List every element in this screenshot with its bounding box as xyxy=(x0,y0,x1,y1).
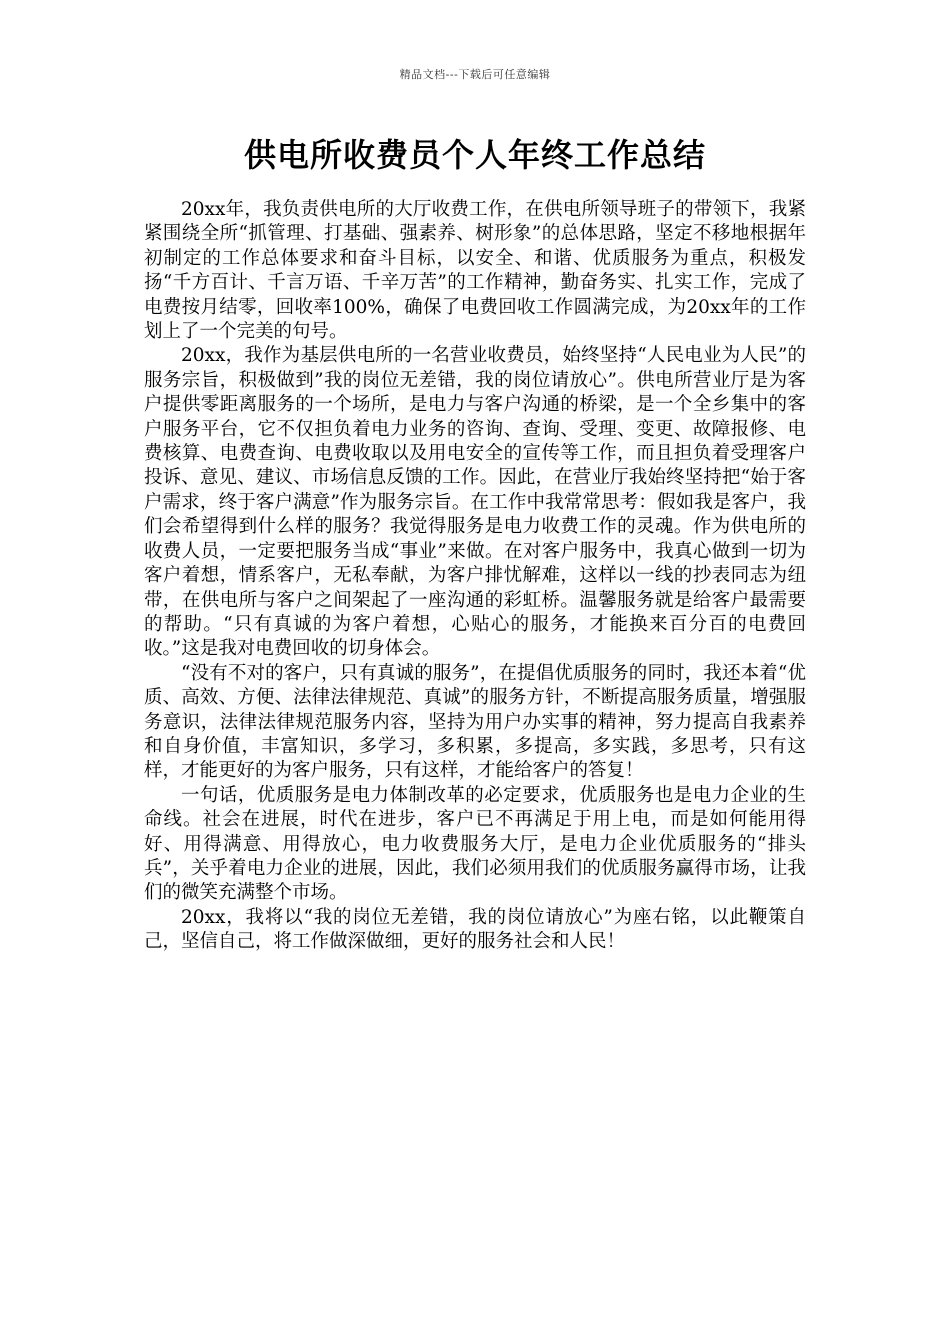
document-body xyxy=(144,198,806,955)
paragraph-2: 20xx，我作为基层供电所的一名营业收费员，始终坚持“人民电业为人民”的服务宗旨，积极做到”我的岗位无差错，我的岗位请放心”。供电所营业厅是为客户提供零距离服务的一个场所，是电力与客户沟通的桥梁，是一个全乡集中的客户服务平台，它不仅担负着电力业务的咨询、查询、受理、变更、故障报修、电费核算、电费查询、电费收取以及用电安全的宣传等工作，而且担负着受理客户投诉、意见、建议、市场信息反馈的工作。因此，在营业厅我始终坚持把“始于客户需求，终于客户满意”作为服务宗旨。在工作中我常常思考：假如我是客户，我们会希望得到什么样的服务？我觉得服务是电力收费工作的灵魂。作为供电所的收费人员，一定要把服务当成“事业”来做。在对客户服务中，我真心做到一切为客户着想，情系客户，无私奉献，为客户排忧解难，这样以一线的抄表同志为纽带，在供电所与客户之间架起了一座沟通的彩虹桥。温馨服务就是给客户最需要的帮助。“只有真诚的为客户着想，心贴心的服务，才能换来百分百的电费回收。”这是我对电费回收的切身体会。 xyxy=(144,345,806,660)
paragraph-1: 20xx年，我负责供电所的大厅收费工作，在供电所领导班子的带领下，我紧紧围绕全所“抓管理、打基础、强素养、树形象”的总体思路，坚定不移地根据年初制定的工作总体要求和奋斗目标，以安全、和谐、优质服务为重点，积极发扬“千方百计、千言万语、千辛万苦”的工作精神，勤奋务实、扎实工作，完成了电费按月结零，回收率100%，确保了电费回收工作圆满完成，为20xx年的工作划上了一个完美的句号。 xyxy=(144,199,806,343)
document-title: 供电所收费员个人年终工作总结 xyxy=(243,136,706,174)
page-header-caption: 精品文档---下载后可任意编辑 xyxy=(399,68,551,81)
paragraph-4: 一句话，优质服务是电力体制改革的必定要求，优质服务也是电力企业的生命线。社会在进展，时代在进步，客户已不再满足于用上电，而是如何能用得好、用得满意、用得放心，电力收费服务大厅，是电力企业优质服务的“排头兵”，关乎着电力企业的进展，因此，我们必须用我们的优质服务赢得市场，让我们的微笑充满整个市场。 xyxy=(144,784,806,904)
paragraph-5: 20xx，我将以“我的岗位无差错，我的岗位请放心”为座右铭，以此鞭策自己，坚信自己，将工作做深做细，更好的服务社会和人民！ xyxy=(144,906,806,953)
paragraph-3: “没有不对的客户，只有真诚的服务”，在提倡优质服务的同时，我还本着“优质、高效、方便、法律法律规范、真诚”的服务方针，不断提高服务质量，增强服务意识，法律法律规范服务内容，坚持为用户办实事的精神，努力提高自我素养和自身价值，丰富知识，多学习，多积累，多提高，多实践，多思考，只有这样，才能更好的为客户服务，只有这样，才能给客户的答复！ xyxy=(144,662,806,782)
